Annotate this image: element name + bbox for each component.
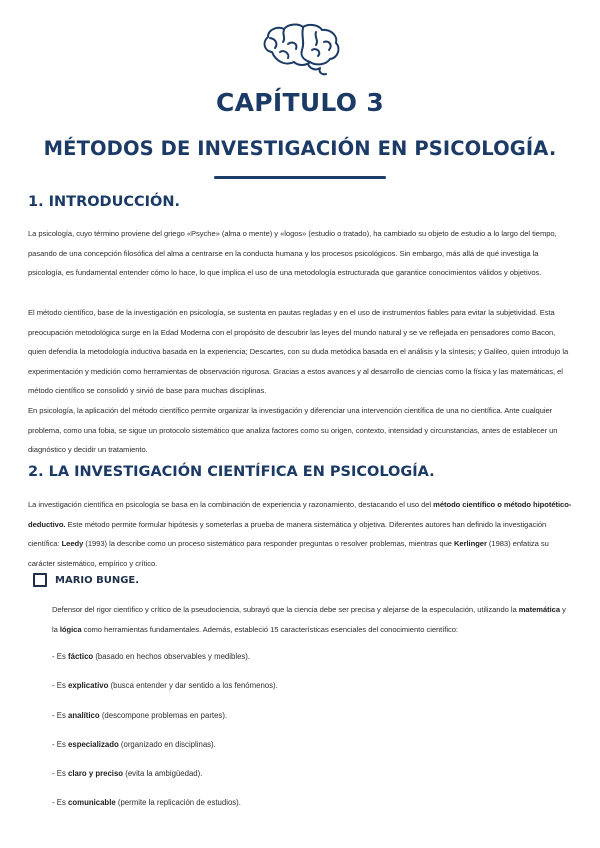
paragraph-intro-3: En psicología, la aplicación del método científico permite organizar la investigación y diferenciar una intervención científica de una no científica. Ante cualquier problema, como una fobia, se sigue un protocolo sistemático que analiza factores como su origen, contexto, intensidad y circunstancias, antes de establecer un diagnóstico y decidir un tratamiento.	[28, 406, 558, 455]
list-item: - Es claro y preciso (evita la ambigüedad).	[52, 769, 203, 778]
paragraph-intro-2: El método científico, base de la investigación en psicología, se sustenta en pautas regladas y en el uso de instrumentos fiables para evitar la subjetividad. Esta preocupación metodológica surge en la Edad Moderna con el propósito de descubrir las leyes del mundo natural y se ve reflejada en pensadores como Bacon, quien defendía la metodología inductiva basada en la experiencia; Descartes, con su duda metódica basada en el análisis y la síntesis; y Galileo, quien introdujo la experimentación y medición como herramientas de observación rigurosa. Gracias a estos avances y al desarrollo de ciencias como la física y las matemáticas, el método científico se consolidó y sirvió de base para muchas disciplinas.	[28, 308, 569, 396]
chapter-subtitle: MÉTODOS DE INVESTIGACIÓN EN PSICOLOGÍA.	[43, 137, 557, 160]
title-divider	[214, 176, 386, 179]
list-item: - Es fáctico (basado en hechos observables y medibles).	[52, 652, 251, 661]
list-item: - Es analítico (descompone problemas en partes).	[52, 711, 228, 720]
bunge-checkbox-item[interactable]	[33, 573, 139, 587]
section-heading-introduccion: 1. INTRODUCCIÓN.	[28, 194, 181, 210]
section-heading-investigacion: 2. LA INVESTIGACIÓN CIENTÍFICA EN PSICOLOGÍA.	[28, 464, 435, 480]
paragraph-bunge: Defensor del rigor científico y crítico de la pseudociencia, subrayó que la ciencia debe ser precisa y alejarse de la especulación, utilizando la matemática y la lógica como herramientas fundamentales. Además, estableció 15 características esenciales del conocimiento científico:	[52, 605, 566, 634]
paragraph-intro-1: La psicología, cuyo término proviene del griego «Psyche» (alma o mente) y «logos» (estudio o tratado), ha cambiado su objeto de estudio a lo largo del tiempo, pasando de una concepción filosófica del alma a centrarse en la conducta humana y los procesos psicológicos. Sin embargo, más allá de qué investiga la psicología, es fundamental entender cómo lo hace, lo que implica el uso de una metodología estructurada que garantice conocimientos válidos y objetivos.	[28, 229, 557, 278]
brain-icon	[258, 22, 342, 76]
list-item: - Es especializado (organizado en disciplinas).	[52, 740, 216, 749]
list-item: - Es comunicable (permite la replicación de estudios).	[52, 798, 241, 807]
chapter-title: CAPÍTULO 3	[215, 88, 385, 117]
list-item: - Es explicativo (busca entender y dar sentido a los fenómenos).	[52, 681, 278, 690]
bunge-label: MARIO BUNGE.	[55, 574, 140, 586]
paragraph-investigacion: La investigación científica en psicología se basa en la combinación de experiencia y razonamiento, destacando el uso del método científico o método hipotético-deductivo. Este método permite formular hipótesis y someterlas a prueba de manera sistemática y objetiva. Diferentes autores han definido la investigación científica: Leedy (1993) la describe como un proceso sistemático para responder preguntas o resolver problemas, mientras que Kerlinger (1983) enfatiza su carácter sistemático, empírico y crítico.	[28, 500, 572, 568]
checkbox[interactable]	[33, 573, 47, 587]
